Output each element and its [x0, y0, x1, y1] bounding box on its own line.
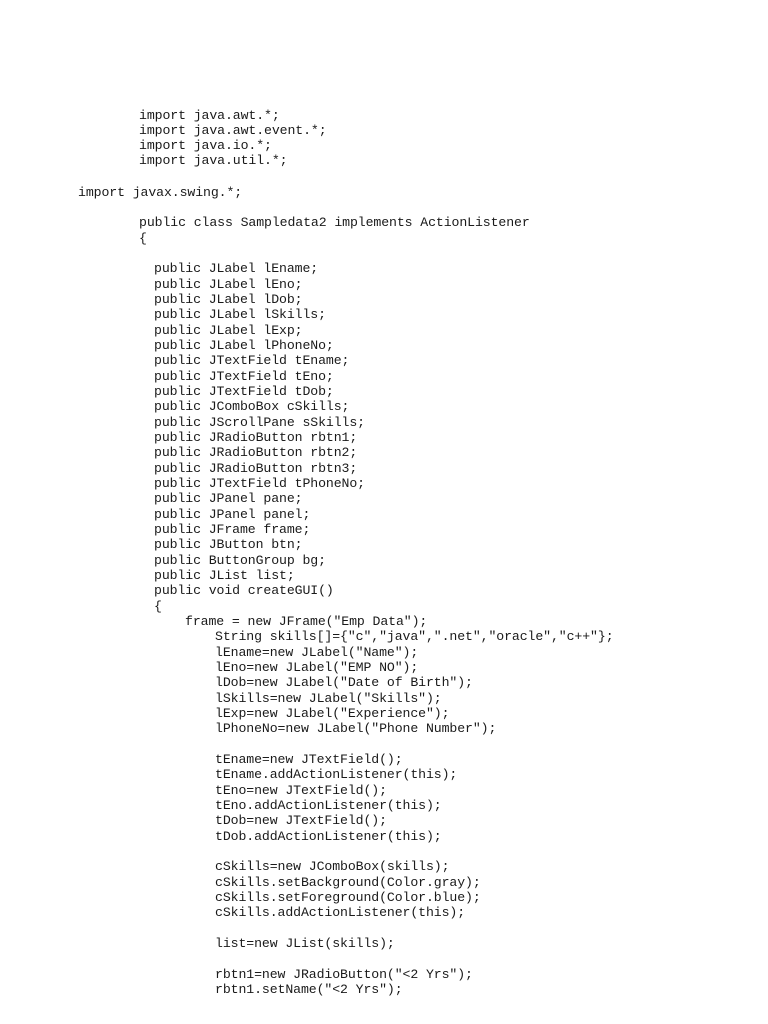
code-line: lExp=new JLabel("Experience"); [215, 706, 450, 721]
code-line: public JLabel lPhoneNo; [154, 338, 334, 353]
code-line: import java.io.*; [139, 138, 272, 153]
code-line: lSkills=new JLabel("Skills"); [215, 691, 442, 706]
code-line: lPhoneNo=new JLabel("Phone Number"); [215, 721, 497, 736]
code-line: public JLabel lEname; [154, 261, 319, 276]
code-line: public JTextField tDob; [154, 384, 334, 399]
code-line: import javax.swing.*; [78, 185, 243, 200]
code-line: public JTextField tPhoneNo; [154, 476, 365, 491]
code-line: public JPanel pane; [154, 491, 303, 506]
code-line: list=new JList(skills); [215, 936, 395, 951]
code-line: public JRadioButton rbtn3; [154, 461, 358, 476]
code-line: public JLabel lDob; [154, 292, 303, 307]
code-line: public JRadioButton rbtn1; [154, 430, 358, 445]
code-line: cSkills=new JComboBox(skills); [215, 859, 450, 874]
code-line: public JScrollPane sSkills; [154, 415, 365, 430]
code-line: public JButton btn; [154, 537, 303, 552]
code-line: public void createGUI() [154, 583, 334, 598]
code-line: tDob.addActionListener(this); [215, 829, 442, 844]
code-line: cSkills.setForeground(Color.blue); [215, 890, 481, 905]
code-line: public JComboBox cSkills; [154, 399, 350, 414]
code-line: public JList list; [154, 568, 295, 583]
code-line: lEno=new JLabel("EMP NO"); [215, 660, 419, 675]
code-line: String skills[]={"c","java",".net","oracle","c++"}; [215, 629, 614, 644]
code-line: public class Sampledata2 implements ActionListener [139, 215, 530, 230]
code-line: tEno.addActionListener(this); [215, 798, 442, 813]
code-line: { [154, 599, 162, 614]
code-line: import java.awt.event.*; [139, 123, 327, 138]
code-line: public JLabel lEno; [154, 277, 303, 292]
code-line: import java.awt.*; [139, 108, 280, 123]
code-line: rbtn1=new JRadioButton("<2 Yrs"); [215, 967, 473, 982]
code-line: lDob=new JLabel("Date of Birth"); [215, 675, 473, 690]
code-line: cSkills.addActionListener(this); [215, 905, 466, 920]
code-line: public ButtonGroup bg; [154, 553, 326, 568]
code-line: public JFrame frame; [154, 522, 311, 537]
code-line: tEname.addActionListener(this); [215, 767, 458, 782]
code-line: cSkills.setBackground(Color.gray); [215, 875, 481, 890]
code-line: public JRadioButton rbtn2; [154, 445, 358, 460]
code-line: lEname=new JLabel("Name"); [215, 645, 419, 660]
code-line: tEno=new JTextField(); [215, 783, 387, 798]
code-line: public JPanel panel; [154, 507, 311, 522]
code-line: public JLabel lExp; [154, 323, 303, 338]
code-line: tEname=new JTextField(); [215, 752, 403, 767]
code-line: { [139, 231, 147, 246]
code-line: public JLabel lSkills; [154, 307, 326, 322]
code-line: frame = new JFrame("Emp Data"); [185, 614, 428, 629]
code-line: public JTextField tEname; [154, 353, 350, 368]
code-line: import java.util.*; [139, 153, 288, 168]
code-line: tDob=new JTextField(); [215, 813, 387, 828]
code-line: public JTextField tEno; [154, 369, 334, 384]
code-line: rbtn1.setName("<2 Yrs"); [215, 982, 403, 997]
